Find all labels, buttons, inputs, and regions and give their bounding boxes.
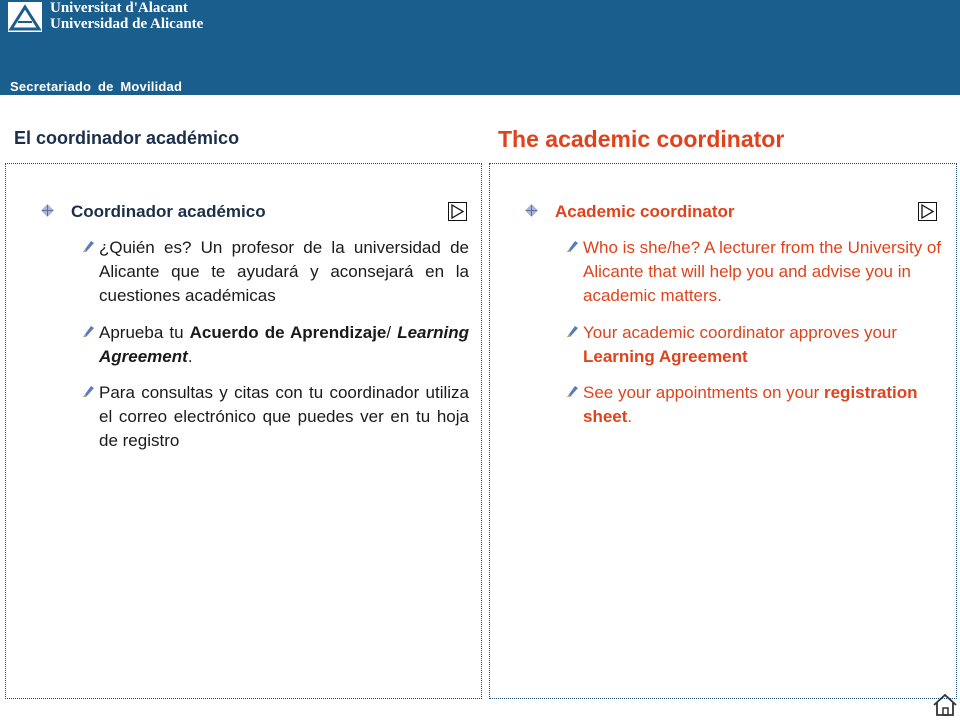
university-logo xyxy=(8,2,42,32)
pencil-stroke-icon xyxy=(82,385,95,398)
page-title-spanish: El coordinador académico xyxy=(14,128,240,148)
section-heading-text: Coordinador académico xyxy=(71,202,266,221)
play-button[interactable] xyxy=(918,202,937,221)
section-heading-spanish xyxy=(71,202,266,222)
spanish-panel xyxy=(5,163,482,699)
university-names xyxy=(50,0,203,32)
pencil-stroke-icon xyxy=(566,325,579,338)
university-name-valencian: Universitat d'Alacant xyxy=(50,0,188,16)
english-panel xyxy=(489,163,957,699)
play-button[interactable] xyxy=(448,202,467,221)
pencil-stroke-icon xyxy=(566,385,579,398)
list-item: ¿Quién es? Un profesor de la universidad de Alicante que te ayudará y aconsejará en la cuestiones académicas xyxy=(99,236,469,308)
list-item: Who is she/he? A lecturer from the University of Alicante that will help you and advise you in academic matters. xyxy=(583,236,943,308)
pencil-stroke-icon xyxy=(566,240,579,253)
university-name-spanish: Universidad de Alicante xyxy=(50,16,204,32)
pencil-stroke-icon xyxy=(82,325,95,338)
pencil-stroke-icon xyxy=(82,240,95,253)
play-button-icon xyxy=(449,203,466,220)
list-item: Para consultas y citas con tu coordinador utiliza el correo electrónico que puedes ver en tu hoja de registro xyxy=(99,381,469,453)
department-name: Secretariado de Movilidad xyxy=(10,79,183,94)
header-bar xyxy=(0,0,960,95)
diamond-bullet-icon xyxy=(525,204,538,217)
list-item: Aprueba tu Acuerdo de Aprendizaje/ Learning Agreement. xyxy=(99,321,469,369)
diamond-bullet-icon xyxy=(41,204,54,217)
home-button[interactable] xyxy=(932,693,958,717)
section-heading-english xyxy=(555,202,735,222)
play-button-icon xyxy=(919,203,936,220)
home-icon xyxy=(932,693,958,717)
list-item: See your appointments on your registration sheet. xyxy=(583,381,943,429)
list-item: Your academic coordinator approves your Learning Agreement xyxy=(583,321,943,369)
section-heading-text: Academic coordinator xyxy=(555,202,735,221)
page-title-english: The academic coordinator xyxy=(498,126,785,152)
